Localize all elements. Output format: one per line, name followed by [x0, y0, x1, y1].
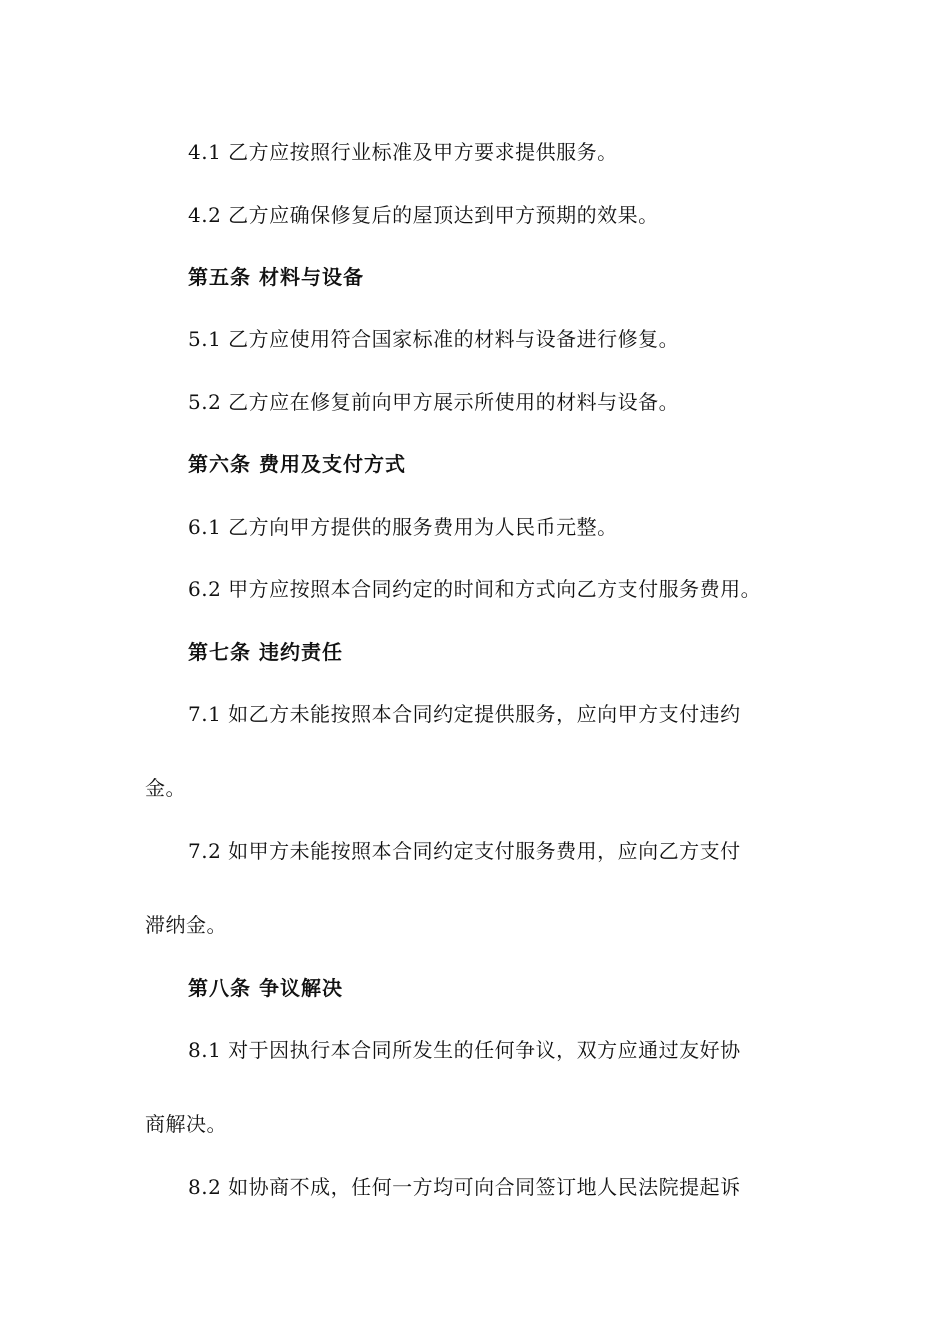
clause-8-2: 8.2 如协商不成，任何一方均可向合同签订地人民法院提起诉	[188, 1175, 741, 1199]
clause-7-2: 7.2 如甲方未能按照本合同约定支付服务费用，应向乙方支付	[188, 839, 741, 863]
clause-8-1-continuation: 商解决。	[145, 1112, 227, 1136]
clause-7-2-continuation: 滞纳金。	[145, 913, 227, 937]
clause-6-1: 6.1 乙方向甲方提供的服务费用为人民币元整。	[188, 515, 618, 539]
clause-7-1: 7.1 如乙方未能按照本合同约定提供服务，应向甲方支付违约	[188, 702, 741, 726]
clause-5-1: 5.1 乙方应使用符合国家标准的材料与设备进行修复。	[188, 327, 680, 351]
clause-5-2: 5.2 乙方应在修复前向甲方展示所使用的材料与设备。	[188, 390, 680, 414]
article-8-heading: 第八条 争议解决	[188, 976, 343, 1000]
clause-8-1: 8.1 对于因执行本合同所发生的任何争议，双方应通过友好协	[188, 1038, 741, 1062]
clause-7-1-continuation: 金。	[145, 776, 186, 800]
article-5-heading: 第五条 材料与设备	[188, 265, 364, 289]
article-7-heading: 第七条 违约责任	[188, 640, 343, 664]
clause-4-1: 4.1 乙方应按照行业标准及甲方要求提供服务。	[188, 140, 618, 164]
article-6-heading: 第六条 费用及支付方式	[188, 452, 406, 476]
clause-4-2: 4.2 乙方应确保修复后的屋顶达到甲方预期的效果。	[188, 203, 659, 227]
clause-6-2: 6.2 甲方应按照本合同约定的时间和方式向乙方支付服务费用。	[188, 577, 762, 601]
